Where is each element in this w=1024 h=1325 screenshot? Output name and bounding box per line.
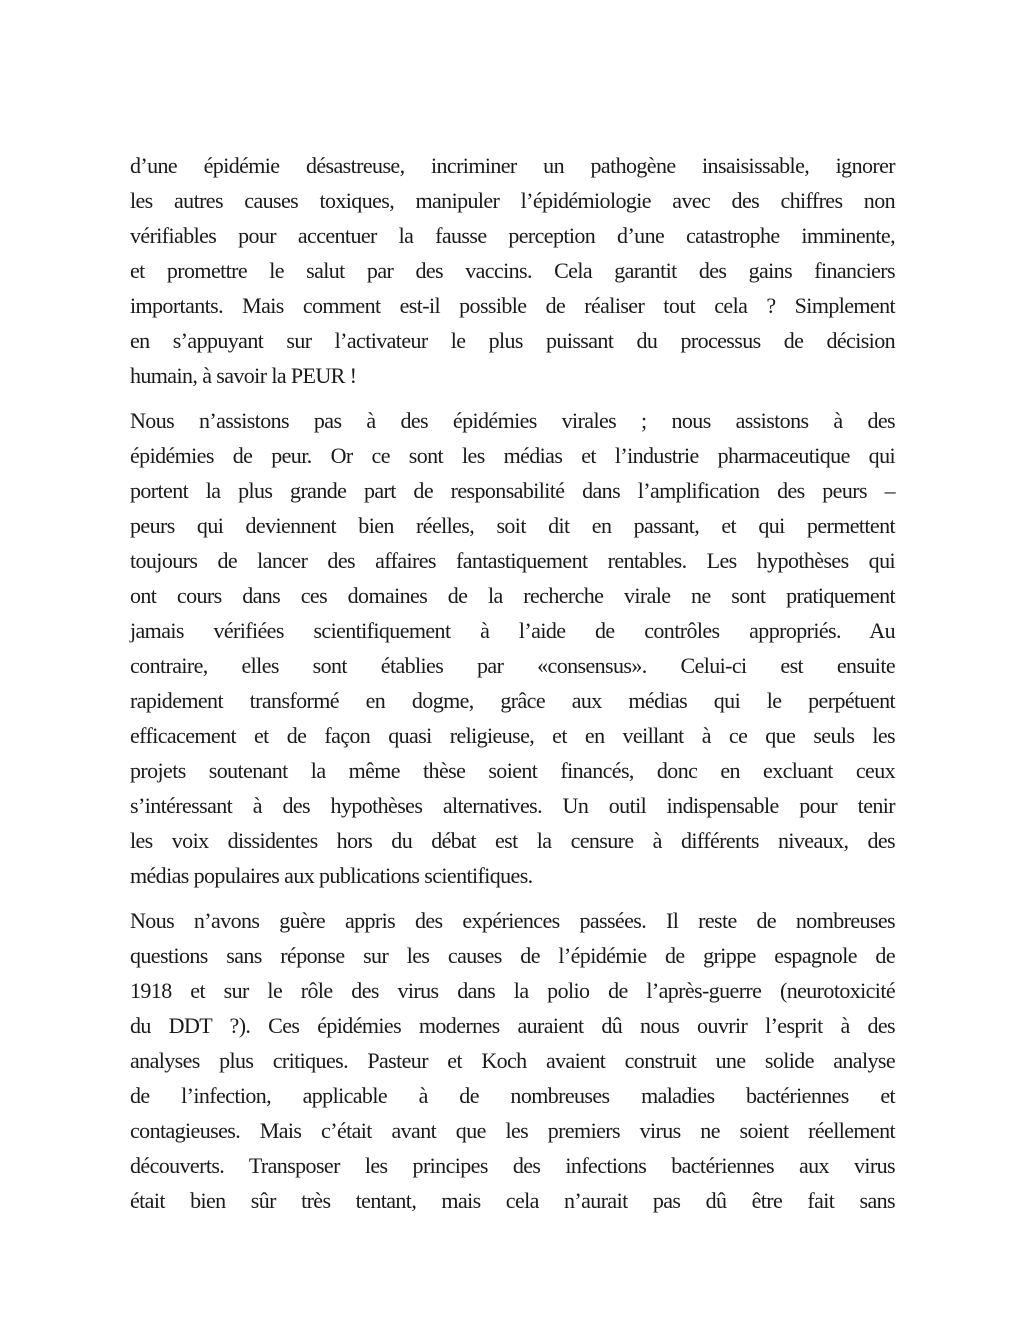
text-line: en s’appuyant sur l’activateur le plus puissant du processus de décision — [130, 328, 895, 353]
text-line: humain, à savoir la PEUR ! — [130, 363, 357, 388]
text-line: médias populaires aux publications scientifiques. — [130, 863, 533, 888]
text-line: vérifiables pour accentuer la fausse perception d’une catastrophe imminente, — [130, 223, 895, 248]
text-line: portent la plus grande part de responsabilité dans l’amplification des peurs – — [130, 478, 895, 503]
text-line: d’une épidémie désastreuse, incriminer un pathogène insaisissable, ignorer — [130, 153, 895, 178]
text-line: efficacement et de façon quasi religieuse, et en veillant à ce que seuls les — [130, 723, 895, 748]
text-line: Nous n’assistons pas à des épidémies virales ; nous assistons à des — [130, 408, 895, 433]
text-line: était bien sûr très tentant, mais cela n’aurait pas dû être fait sans — [130, 1188, 895, 1213]
paragraph-2 — [130, 403, 895, 893]
text-line: découverts. Transposer les principes des infections bactériennes aux virus — [130, 1153, 895, 1178]
paragraph-1 — [130, 148, 895, 393]
text-line: jamais vérifiées scientifiquement à l’aide de contrôles appropriés. Au — [130, 618, 895, 643]
text-line: ont cours dans ces domaines de la recherche virale ne sont pratiquement — [130, 583, 895, 608]
text-line: s’intéressant à des hypothèses alternatives. Un outil indispensable pour tenir — [130, 793, 895, 818]
text-line: de l’infection, applicable à de nombreuses maladies bactériennes et — [130, 1083, 895, 1108]
paragraph-3 — [130, 903, 895, 1218]
document-page — [130, 148, 895, 1228]
text-line: toujours de lancer des affaires fantastiquement rentables. Les hypothèses qui — [130, 548, 895, 573]
text-line: analyses plus critiques. Pasteur et Koch avaient construit une solide analyse — [130, 1048, 895, 1073]
text-line: importants. Mais comment est-il possible de réaliser tout cela ? Simplement — [130, 293, 895, 318]
text-line: les voix dissidentes hors du débat est la censure à différents niveaux, des — [130, 828, 895, 853]
text-line: projets soutenant la même thèse soient financés, donc en excluant ceux — [130, 758, 895, 783]
text-line: questions sans réponse sur les causes de l’épidémie de grippe espagnole de — [130, 943, 895, 968]
text-line: du DDT ?). Ces épidémies modernes auraient dû nous ouvrir l’esprit à des — [130, 1013, 895, 1038]
text-line: Nous n’avons guère appris des expériences passées. Il reste de nombreuses — [130, 908, 895, 933]
text-line: contagieuses. Mais c’était avant que les premiers virus ne soient réellement — [130, 1118, 895, 1143]
text-line: et promettre le salut par des vaccins. Cela garantit des gains financiers — [130, 258, 895, 283]
text-line: 1918 et sur le rôle des virus dans la polio de l’après-guerre (neurotoxicité — [130, 978, 895, 1003]
text-line: contraire, elles sont établies par «consensus». Celui-ci est ensuite — [130, 653, 895, 678]
text-line: les autres causes toxiques, manipuler l’épidémiologie avec des chiffres non — [130, 188, 895, 213]
text-line: épidémies de peur. Or ce sont les médias et l’industrie pharmaceutique qui — [130, 443, 895, 468]
text-line: rapidement transformé en dogme, grâce aux médias qui le perpétuent — [130, 688, 895, 713]
text-line: peurs qui deviennent bien réelles, soit dit en passant, et qui permettent — [130, 513, 895, 538]
